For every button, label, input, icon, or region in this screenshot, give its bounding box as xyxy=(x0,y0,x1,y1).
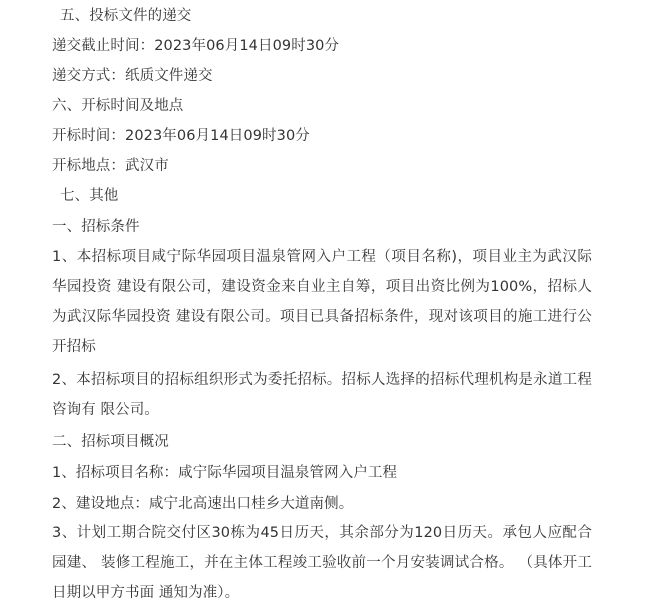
paragraph-schedule: 3、计划工期合院交付区30栋为45日历天，其余部分为120日历天。承包人应配合园建、 装修工程施工，并在主体工程竣工验收前一个月安装调试合格。 （具体开工日期以甲方书面 通知为准）。 xyxy=(52,525,592,601)
section-6-heading: 六、开标时间及地点 xyxy=(52,98,184,114)
open-place: 开标地点：武汉市 xyxy=(52,158,169,174)
project-location-item: 2、建设地点：咸宁北高速出口桂乡大道南侧。 xyxy=(52,496,354,512)
submit-method: 递交方式：纸质文件递交 xyxy=(52,68,213,84)
project-name-item: 1、招标项目名称：咸宁际华园项目温泉管网入户工程 xyxy=(52,465,398,481)
subsection-1-heading: 一、招标条件 xyxy=(52,219,140,235)
subsection-2-heading: 二、招标项目概况 xyxy=(52,434,169,450)
section-5-heading: 五、投标文件的递交 xyxy=(60,8,192,24)
paragraph-tender-conditions: 1、本招标项目咸宁际华园项目温泉管网入户工程（项目名称)，项目业主为武汉际华园投资 建设有限公司，建设资金来自业主自筹，项目出资比例为100%，招标人为武汉际华园投资 建设有限公司。项目已具备招标条件，现对该项目的施工进行公开招标 xyxy=(52,249,592,355)
section-7-heading: 七、其他 xyxy=(60,188,119,204)
open-time: 开标时间：2023年06月14日09时30分 xyxy=(52,128,310,144)
paragraph-tender-organization: 2、本招标项目的招标组织形式为委托招标。招标人选择的招标代理机构是永道工程咨询有 限公司。 xyxy=(52,372,592,418)
submit-deadline: 递交截止时间：2023年06月14日09时30分 xyxy=(52,38,340,54)
